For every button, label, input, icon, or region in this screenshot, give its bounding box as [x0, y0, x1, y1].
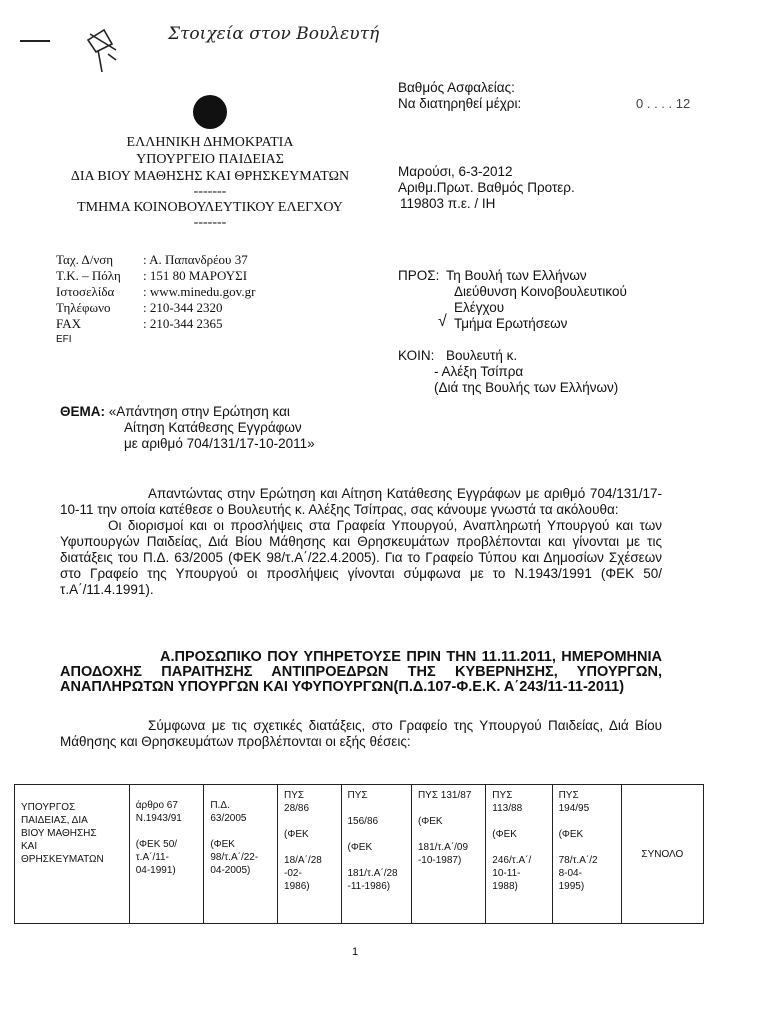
table-cell — [621, 785, 703, 924]
table-cell-line: 181/τ.Α΄/09 — [417, 842, 469, 853]
to-line-4: Τμήμα Ερωτήσεων — [454, 316, 568, 331]
security-stamp: 0 . . . . 12 — [636, 96, 691, 111]
header-line-3: ΔΙΑ ΒΙΟΥ ΜΑΘΗΣΗΣ ΚΑΙ ΘΡΗΣΚΕΥΜΑΤΩΝ — [70, 169, 350, 184]
subject-line-1: «Απάντηση στην Ερώτηση και — [108, 404, 290, 419]
table-cell-line: 113/88 — [492, 803, 523, 814]
table-cell-line: 04-1991) — [135, 865, 176, 876]
table-cell-line — [348, 854, 405, 867]
table-cell — [341, 785, 411, 924]
paragraph-3: Σύμφωνα με τις σχετικές διατάξεις, στο Γραφείο της Υπουργού Παιδείας, Διά Βίου Μάθησης και Θρησκευμάτων προβλέπονται οι εξής θέσεις: — [60, 718, 662, 749]
page-number: 1 — [352, 946, 359, 958]
contact-value: : Α. Παπανδρέου 37 — [143, 252, 248, 267]
table-cell-line: -10-1987) — [417, 855, 462, 866]
cc-line-3: (Διά της Βουλής των Ελλήνων) — [434, 380, 619, 395]
place-date: Μαρούσι, 6-3-2012 — [398, 164, 513, 179]
table-cell-line: (ΦΕΚ — [558, 829, 584, 840]
table-cell-line: -02- — [284, 868, 302, 879]
contact-row — [56, 316, 255, 332]
table-cell-line — [348, 828, 405, 841]
table-cell — [552, 785, 621, 924]
table-cell-line: (ΦΕΚ — [210, 839, 235, 850]
subject-block — [60, 404, 315, 452]
table-cell — [15, 785, 130, 924]
subject-line-3: με αριθμό 704/131/17-10-2011» — [124, 436, 315, 451]
contact-label: Ιστοσελίδα — [56, 284, 115, 299]
table-cell-line: ΘΡΗΣΚΕΥΜΑΤΩΝ — [21, 854, 104, 865]
table-cell-line — [559, 841, 615, 854]
table-cell-line: 98/τ.Α΄/22- — [210, 852, 259, 863]
table-cell-line: 194/95 — [558, 803, 590, 814]
table-cell-line: 10-11- — [492, 868, 521, 879]
contact-label: Τηλέφωνο — [56, 300, 111, 315]
table-cell-line — [418, 802, 479, 815]
table-cell-line — [559, 815, 615, 828]
table-cell-line: ΥΠΟΥΡΓΟΣ — [21, 802, 76, 813]
header-separator-2: ------- — [193, 215, 227, 230]
contact-block — [56, 252, 255, 348]
cc-label: ΚΟΙΝ: — [398, 348, 435, 363]
table-cell-line — [284, 815, 334, 828]
table-cell-line: 28/86 — [284, 803, 310, 814]
keep-until-label: Να διατηρηθεί μέχρι: — [398, 96, 522, 111]
margin-dash — [20, 40, 50, 42]
table-cell — [486, 785, 552, 924]
contact-value: : 210-344 2365 — [143, 316, 223, 331]
to-line-3: Ελέγχου — [454, 300, 505, 315]
table-cell-line: 246/τ.Α΄/ — [492, 855, 532, 866]
table-cell-line: 04-2005) — [210, 865, 251, 876]
section-heading — [60, 650, 662, 695]
table-cell — [129, 785, 204, 924]
table-cell — [411, 785, 485, 924]
cc-line-1: Βουλευτή κ. — [446, 348, 518, 363]
security-level-label: Βαθμός Ασφαλείας: — [398, 80, 515, 95]
protocol-label: Αριθμ.Πρωτ. Βαθμός Προτερ. — [398, 180, 575, 195]
table-cell-line: ΚΑΙ — [21, 841, 38, 852]
table-cell-line — [284, 841, 334, 854]
table-cell-line: Π.Δ. — [210, 800, 230, 811]
contact-row — [56, 300, 255, 316]
contact-value: : 210-344 2320 — [143, 300, 223, 315]
table-cell-line: 156/86 — [347, 816, 379, 827]
header-line-1: ΕΛΛΗΝΙΚΗ ΔΗΜΟΚΡΑΤΙΑ — [126, 135, 294, 150]
table-cell-line: ΠΥΣ — [492, 790, 513, 801]
table-cell-line — [136, 825, 198, 838]
table-cell-line: 1988) — [492, 881, 518, 892]
contact-label: Ταχ. Δ/νση — [56, 252, 114, 267]
paragraph-1: Απαντώντας στην Ερώτηση και Αίτηση Κατάθεσης Εγγράφων με αριθμό 704/131/17-10-11 την οποία κατέθεσε ο Βουλευτής κ. Αλέξης Τσίπρας, σας κάνουμε γνωστά τα ακόλουθα: — [60, 486, 662, 517]
table-cell-line: 1995) — [558, 881, 585, 892]
contact-value: : 151 80 ΜΑΡΟΥΣΙ — [143, 268, 248, 283]
table-cell-line: (ΦΕΚ 50/ — [135, 839, 178, 850]
table-cell-line: (ΦΕΚ — [284, 829, 309, 840]
paragraph-3-wrap — [60, 718, 662, 750]
paragraph-2: Οι διορισμοί και οι προσλήψεις στα Γραφεία Υπουργού, Αναπληρωτή Υπουργού και των Υφυπουργών Παιδείας, Διά Βίου Μάθησης και Θρησκευμάτων προβλέπονται και γίνονται με τις διατάξεις του Π.Δ. 63/2005 (ΦΕΚ 98/τ.Α΄/22.4.2005). Για το Γραφείο Τύπου και Δημοσίων Σχέσεων στο Γραφείο της Υπουργού οι προσλήψεις γίνονται σύμφωνα με το Ν.1943/1991 (ΦΕΚ 50/τ.Α΄/11.4.1991). — [60, 518, 662, 597]
contact-label: Τ.Κ. – Πόλη — [56, 268, 121, 283]
table-cell-line: 18/Α΄/28 — [284, 855, 322, 866]
table-cell-line: ΒΙΟΥ ΜΑΘΗΣΗΣ — [21, 828, 97, 839]
table-cell-line: 78/τ.Α΄/2 — [558, 855, 598, 866]
greek-crest-icon — [192, 92, 228, 132]
subject-label: ΘΕΜΑ: — [60, 404, 105, 419]
contact-label: FAX — [56, 316, 82, 331]
efi-label: EFI — [56, 334, 72, 345]
table-cell-line: τ.Α΄/11- — [135, 852, 169, 863]
to-line-1: Τη Βουλή των Ελλήνων — [446, 268, 587, 283]
table-cell-line: ΣΥΝΟΛΟ — [641, 848, 684, 860]
table-cell-line: (ΦΕΚ — [347, 842, 373, 853]
table-cell-line: -11-1986) — [347, 881, 391, 892]
section-heading-text: Α.ΠΡΟΣΩΠΙΚΟ ΠΟΥ ΥΠΗΡΕΤΟΥΣΕ ΠΡΙΝ ΤΗΝ 11.11.2011, ΗΜΕΡΟΜΗΝΙΑ ΑΠΟΔΟΧΗΣ ΠΑΡΑΙΤΗΣΗΣ ΑΝΤΙΠΡΟΕΔΡΩΝ ΤΗΣ ΚΥΒΕΡΝΗΣΗΣ, ΥΠΟΥΡΓΩΝ, ΑΝΑΠΛΗΡΩΤΩΝ ΥΠΟΥΡΓΩΝ ΚΑΙ ΥΦΥΠΟΥΡΓΩΝ(Π.Δ.107-Φ.Ε.Κ. Α΄243/11-11-2011) — [60, 649, 662, 695]
protocol-number: 119803 π.ε. / ΙΗ — [400, 196, 496, 211]
header-line-4: ΤΜΗΜΑ ΚΟΙΝΟΒΟΥΛΕΥΤΙΚΟΥ ΕΛΕΓΧΟΥ — [77, 200, 343, 215]
table-cell-line — [492, 815, 545, 828]
table-cell-line: 1986) — [284, 881, 310, 892]
table-cell-line — [210, 825, 271, 838]
table-cell-line: άρθρο 67 — [135, 800, 178, 811]
header-line-2: ΥΠΟΥΡΓΕΙΟ ΠΑΙΔΕΙΑΣ — [136, 152, 284, 167]
table-cell-line: ΠΥΣ 131/87 — [417, 790, 472, 801]
table-cell-line: ΠΥΣ — [347, 790, 368, 801]
table-cell-line: 8-04- — [558, 868, 582, 879]
contact-value: : www.minedu.gov.gr — [143, 284, 256, 299]
table-row — [15, 785, 704, 924]
contact-row — [56, 284, 255, 300]
ministry-header — [40, 134, 380, 230]
table-cell-line — [418, 828, 479, 841]
cc-line-2: - Αλέξη Τσίπρα — [434, 364, 524, 379]
table-cell-line: ΠΥΣ — [284, 790, 305, 801]
handwritten-signature-icon — [82, 24, 124, 76]
table-cell-line: (ΦΕΚ — [492, 829, 517, 840]
table-cell — [278, 785, 341, 924]
table-cell-line: 181/τ.Α΄/28 — [347, 868, 398, 879]
check-mark-icon: √ — [438, 313, 447, 330]
handwritten-note: Στοιχεία στον Βουλευτή — [168, 24, 380, 44]
table-cell-line — [492, 841, 545, 854]
table-cell-line: ΠΥΣ — [558, 790, 579, 801]
to-label: ΠΡΟΣ: — [398, 268, 440, 283]
contact-row — [56, 268, 255, 284]
table-cell — [204, 785, 278, 924]
table-cell-line — [348, 802, 405, 815]
to-line-2: Διεύθυνση Κοινοβουλευτικού — [454, 284, 627, 299]
table-cell-line: Ν.1943/91 — [135, 813, 182, 824]
table-cell-line: (ΦΕΚ — [417, 816, 443, 827]
table-cell-line: ΠΑΙΔΕΙΑΣ, ΔΙΑ — [21, 815, 88, 826]
subject-line-2: Αίτηση Κατάθεσης Εγγράφων — [124, 420, 302, 435]
header-separator: ------- — [193, 184, 227, 199]
contact-row — [56, 252, 255, 268]
positions-table — [14, 784, 704, 924]
body-text — [60, 486, 662, 598]
table-cell-line: 63/2005 — [210, 813, 247, 824]
